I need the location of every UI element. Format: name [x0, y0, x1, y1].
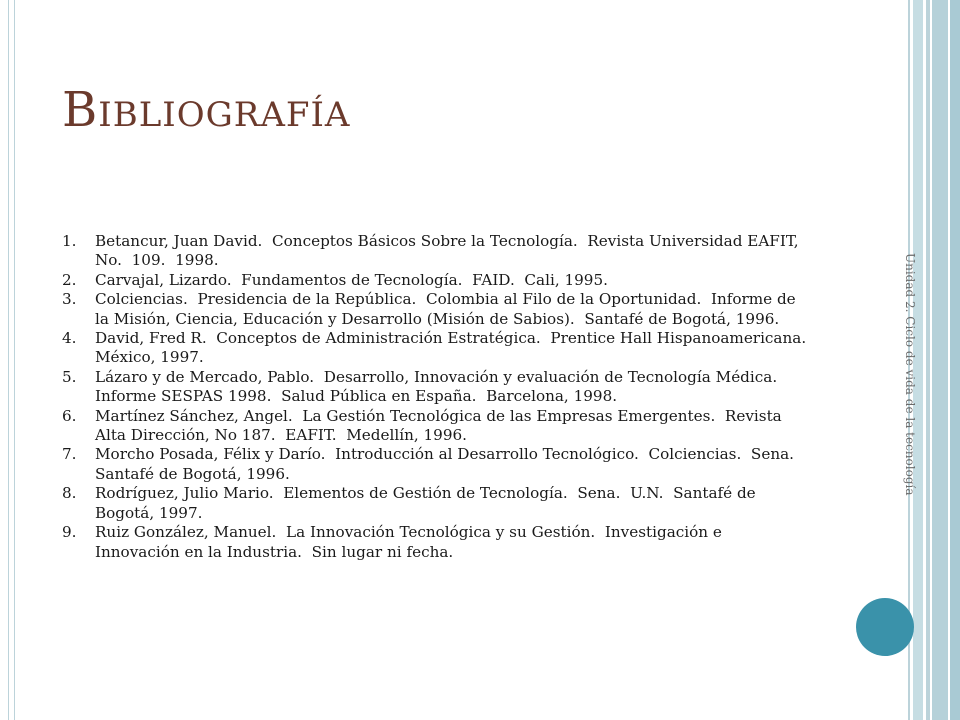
reference-item: [62, 445, 892, 484]
reference-text-line: Rodríguez, Julio Mario. Elementos de Gestión de Tecnología. Sena. U.N. Santafé de: [95, 484, 756, 503]
stripe: [950, 0, 960, 720]
reference-item: [62, 368, 892, 407]
reference-number: 1.: [62, 232, 77, 250]
reference-item: [62, 523, 892, 562]
reference-number: 3.: [62, 290, 77, 309]
reference-text-line: la Misión, Ciencia, Educación y Desarrollo (Misión de Sabios). Santafé de Bogotá, 1996.: [95, 309, 780, 328]
reference-text-line: Betancur, Juan David. Conceptos Básicos Sobre la Tecnología. Revista Universidad EAFIT,: [95, 232, 799, 250]
reference-text-line: México, 1997.: [95, 348, 204, 367]
reference-number: 2.: [62, 270, 77, 289]
reference-number: 8.: [62, 484, 77, 503]
reference-text-line: Informe SESPAS 1998. Salud Pública en España. Barcelona, 1998.: [95, 387, 618, 406]
reference-number: 6.: [62, 406, 77, 425]
reference-item: [62, 232, 892, 271]
reference-text-line: Innovación en la Industria. Sin lugar ni fecha.: [95, 542, 454, 561]
reference-text-line: No. 109. 1998.: [95, 251, 219, 270]
reference-number: 4.: [62, 329, 77, 348]
stripe: [932, 0, 948, 720]
reference-text-line: David, Fred R. Conceptos de Administración Estratégica. Prentice Hall Hispanoamericana.: [95, 329, 807, 348]
reference-list: [62, 232, 892, 562]
reference-item: [62, 329, 892, 368]
reference-text-line: Alta Dirección, No 187. EAFIT. Medellín, 1996.: [95, 426, 467, 445]
reference-item: [62, 407, 892, 446]
reference-text-line: Morcho Posada, Félix y Darío. Introducción al Desarrollo Tecnológico. Colciencias. Sena.: [95, 445, 794, 464]
reference-text-line: Colciencias. Presidencia de la República. Colombia al Filo de la Oportunidad. Informe de: [95, 290, 796, 309]
reference-item: [62, 290, 892, 329]
left-border-line: [8, 0, 9, 720]
accent-circle: [856, 598, 914, 656]
page-title: Bibliografía: [62, 82, 351, 138]
unit-side-label: Unidad 2. Ciclo de vida de la tecnología: [903, 253, 917, 496]
reference-number: 9.: [62, 523, 77, 542]
reference-number: 7.: [62, 445, 77, 464]
reference-text-line: Carvajal, Lizardo. Fundamentos de Tecnología. FAID. Cali, 1995.: [95, 270, 608, 289]
reference-text-line: Bogotá, 1997.: [95, 503, 203, 522]
reference-text-line: Santafé de Bogotá, 1996.: [95, 464, 290, 483]
reference-text-line: Martínez Sánchez, Angel. La Gestión Tecnológica de las Empresas Emergentes. Revista: [95, 406, 782, 425]
reference-item: [62, 484, 892, 523]
left-border-line: [14, 0, 15, 720]
stripe: [926, 0, 930, 720]
reference-text-line: Ruiz González, Manuel. La Innovación Tecnológica y su Gestión. Investigación e: [95, 523, 722, 542]
reference-item: [62, 271, 892, 290]
reference-text-line: Lázaro y de Mercado, Pablo. Desarrollo, Innovación y evaluación de Tecnología Médica.: [95, 367, 778, 386]
reference-number: 5.: [62, 367, 77, 386]
